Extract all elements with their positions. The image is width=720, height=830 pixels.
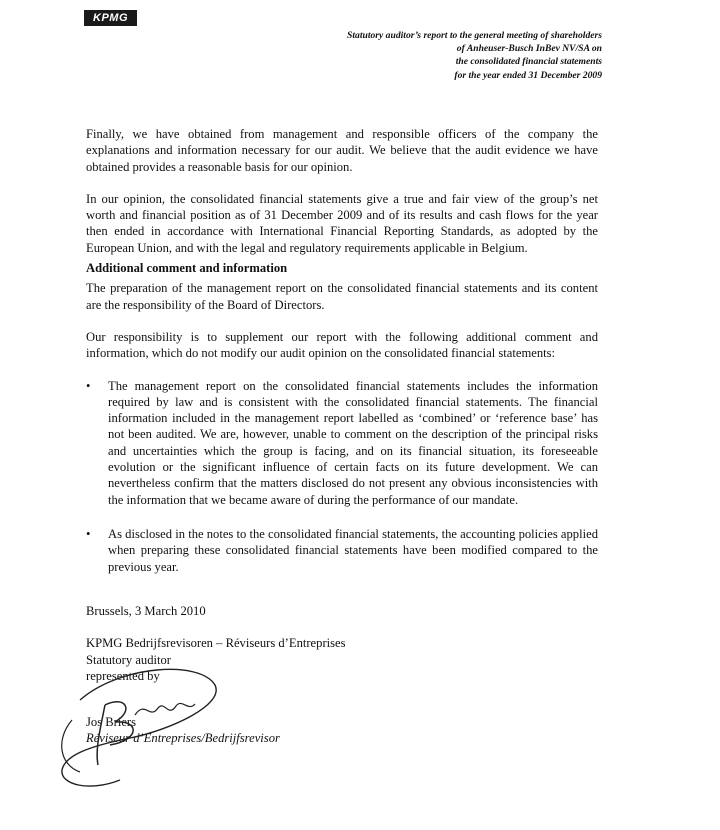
bullet-icon: •: [86, 378, 91, 393]
represented-by: represented by: [86, 668, 160, 683]
handwritten-signature: [50, 660, 250, 800]
bullet-list: [86, 378, 598, 575]
kpmg-logo: [84, 10, 137, 26]
list-item: [86, 378, 598, 508]
section-heading: Additional comment and information: [86, 261, 288, 276]
paragraph-audit-evidence: Finally, we have obtained from management and responsible officers of the company the explanations and information necessary for our audit. We believe that the audit evidence we have obtained provides a reasonable basis for our opinion.: [86, 127, 598, 174]
header-line: the consolidated financial statements: [455, 56, 602, 68]
place-date: Brussels, 3 March 2010: [86, 604, 206, 618]
signer-title: Réviseur d’Entreprises/Bedrijfsrevisor: [86, 731, 280, 746]
bullet-icon: •: [86, 526, 91, 541]
logo-text: KPMG: [93, 12, 128, 24]
paragraph-management-report: The preparation of the management report on the consolidated financial statements and its content are the responsibility of the Board of Directors.: [86, 281, 598, 312]
signer-name: Jos Briers: [86, 715, 137, 730]
list-item: [86, 526, 598, 575]
paragraph-responsibility: Our responsibility is to supplement our report with the following additional comment and information, which do not modify our audit opinion on the consolidated financial statements:: [86, 329, 598, 361]
header-line: Statutory auditor’s report to the general meeting of shareholders: [347, 30, 602, 41]
report-body: [86, 126, 598, 593]
paragraph-opinion: In our opinion, the consolidated financial statements give a true and fair view of the group’s net worth and financial position as of 31 December 2009 and of its results and cash flows for the year then ended in accordance with International Financial Reporting Standards, as adopted by the European Union, and with the legal and regulatory requirements applicable in Belgium.: [86, 191, 598, 255]
auditor-role: Statutory auditor: [86, 652, 171, 667]
bullet-text: The management report on the consolidated financial statements includes the information required by law and is consistent with the consolidated financial statements. The financial information included in the management report labelled as ‘combined’ or ‘reference base’ has not been audited. We are, however, unable to comment on the description of the principal risks and uncertainties which the group is facing, and on its financial situation, its foreseeable evolution or the significant influence of certain facts on its future development. We can nevertheless confirm that the matters disclosed do not present any obvious inconsistencies with the information that we became aware of during the performance of our mandate.: [108, 378, 598, 507]
report-header: [347, 29, 602, 82]
header-line: for the year ended 31 December 2009: [454, 69, 602, 81]
bullet-text: As disclosed in the notes to the consolidated financial statements, the accounting policies applied when preparing these consolidated financial statements have been modified compared to the previous year.: [108, 526, 598, 574]
header-line: of Anheuser-Busch InBev NV/SA on: [456, 43, 602, 55]
firm-name: KPMG Bedrijfsrevisoren – Réviseurs d’Entreprises: [86, 636, 346, 651]
